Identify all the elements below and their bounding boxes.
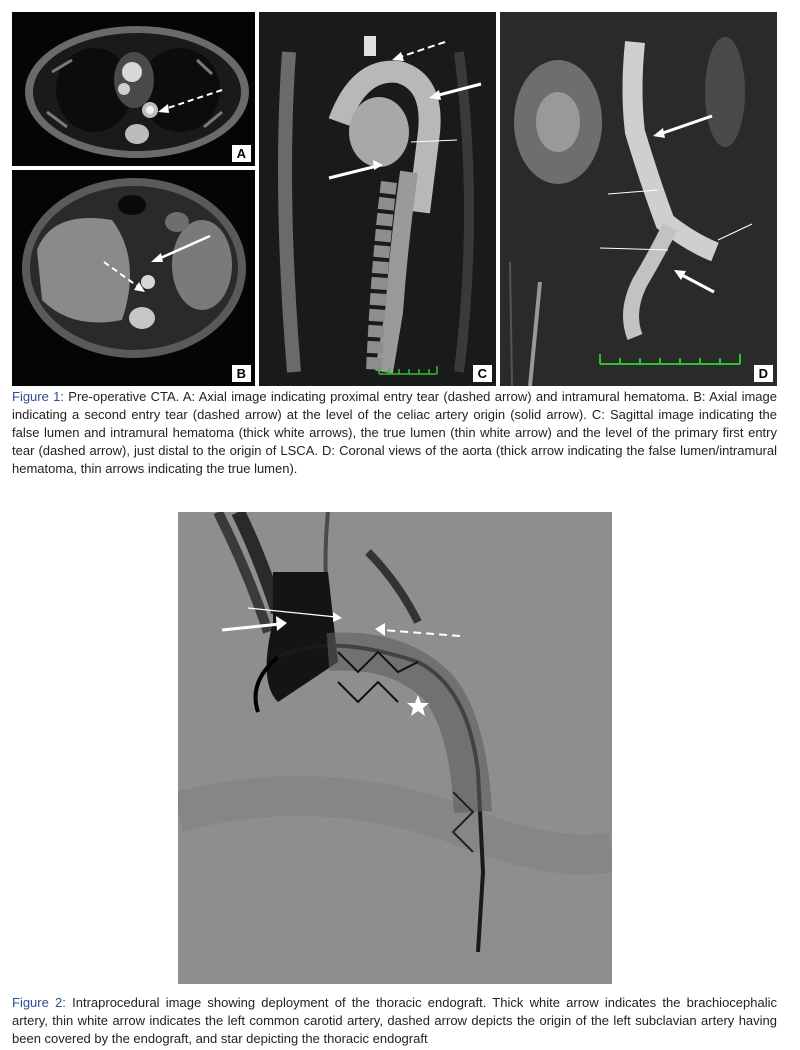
angiography-image: [178, 512, 612, 984]
panel-a-axial-ct: [12, 12, 255, 166]
panel-label: A: [232, 145, 251, 162]
panel-b-image: [12, 170, 255, 386]
panel-a-image: [12, 12, 255, 166]
figure-2-caption-text: Intraprocedural image showing deployment of the thoracic endograft. Thick white arrow indicates the brachiocephalic artery, thin white arrow indicates the left common carotid artery, dashed arrow depicts the origin of the left subclavian artery having been covered by the endograft, and star depicting the thoracic endograft: [12, 995, 777, 1046]
panel-label: C: [473, 365, 492, 382]
figure-1-caption: [12, 388, 777, 478]
panel-b-axial-ct: [12, 170, 255, 386]
figure-1-caption-text: Pre-operative CTA. A: Axial image indicating proximal entry tear (dashed arrow) and intramural hematoma. B: Axial image indicating a second entry tear (dashed arrow) at the level of the celiac artery origin (solid arrow). C: Sagittal image indicating the false lumen and intramural hematoma (thick white arrows), the true lumen (thin white arrow) and the level of the primary first entry tear (dashed arrow), just distal to the origin of LSCA. D: Coronal views of the aorta (thick arrow indicating the false lumen/intramural hematoma, thin arrows indicating the true lumen).: [12, 389, 777, 476]
figure-2-caption: [12, 994, 777, 1048]
panel-d-image: [500, 12, 777, 386]
panel-label: D: [754, 365, 773, 382]
figure-2-label: Figure 2:: [12, 995, 66, 1010]
figure-1-label: Figure 1:: [12, 389, 64, 404]
panel-label: B: [232, 365, 251, 382]
angiography-drawing: [178, 512, 612, 984]
panel-c-image: [259, 12, 496, 386]
panel-d-coronal-ct: [500, 12, 777, 386]
panel-c-sagittal-ct: [259, 12, 496, 386]
